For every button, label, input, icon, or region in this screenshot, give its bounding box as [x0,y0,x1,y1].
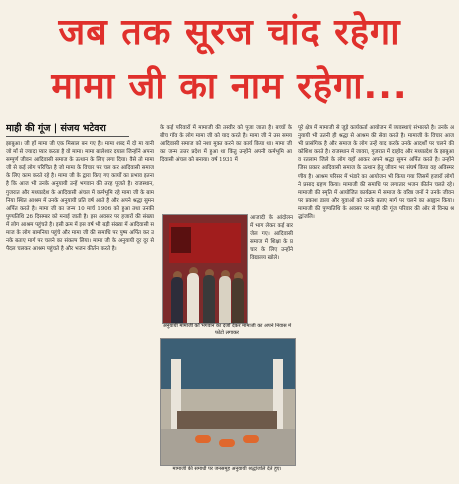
flower-offering [219,439,235,447]
article-column-left: झाबुआ। जी हाँ मामा जी एक मिसाल बन गए है। मामा शब्द में दो मा यानी जो माँ से ज्यादा प्यार करता है वो मामा। मामा बालेश्वर दयाल जिन्होंने अपना सम्पूर्ण जीवन आदिवासी समाज के उत्थान के लिए लगा दिया। वैसे तो मामा जी से कई लोग परिचित है जो मामा के विचार पर चल कर आदिवासी समाज के लिए काम करते रहे है। मामा जी के द्वारा किए गए कार्यों का प्रभाव इतना है कि आज भी उनके अनुयायी उन्हें भगवान की तरह पूजते है। राजस्थान, गुजरात और मध्यप्रदेश के आदिवासी अंचल में कर्मभूमि रहे मामा जी के बामनिया स्थित आश्रम में उनके अनुयायी प्रति वर्ष आते है और अपने श्रद्धा सुमन अर्पित करते है। मामा जी का जन्म 10 मार्च 1906 को हुआ तथा उनकी पुण्यतिथि 26 दिसम्बर को मनाई जाती है। इस अवसर पर हजारों की संख्या में लोग आश्रम पहुंचते है। इसी क्रम में इस वर्ष भी बड़ी संख्या में आदिवासी समाज के लोग बामनिया पहुंचे और मामा जी की समाधि पर पुष्प अर्पित कर उनके बताए मार्ग पर चलने का संकल्प लिया। मामा जी के अनुयायी दूर दूर से पैदल चलकर आश्रम पहुंचते है और भजन कीर्तन करते है। [6,141,154,253]
flower-offering [243,435,259,443]
person [203,275,215,323]
article-column-middle-right: आजादी के आंदोलन में भाग लेकर कई बार जेल गए। आदिवासी समाज में शिक्षा के प्रचार के लिए उन्होंने विद्यालय खोले। [250,215,293,262]
person [232,278,244,323]
photo-followers-group [162,214,248,324]
person [187,273,199,323]
flower-offering [195,435,211,443]
photo-caption-followers: अनुयायी मामाजी को भगवान का दर्जा देकर मामाजी का अपने निवास में फोटो लगाकर [162,323,292,336]
photo-frame [171,227,191,253]
photo-samadhi-crowd [160,338,296,466]
headline-line-1: जब तक सूरज चांद रहेगा [58,12,401,53]
headline-line-2: मामा जी का नाम रहेगा... [51,66,408,107]
article-column-right: पूरे क्षेत्र में मामाजी से जुड़े कार्यकर्ता आयोजन में व्यवस्थाएं संभालते है। उनके अनुयायी भी उतनी ही श्रद्धा से आश्रम की सेवा करते है। मामाजी के विचार आज भी प्रासंगिक है और समाज के लोग उन्हें याद करके उनके आदर्शों पर चलने की कोशिश करते है। राजस्थान में जावरा, गुजरात में दाहोद और मध्यप्रदेश के झाबुआ व रतलाम जिले के लोग यहाँ आकर अपने श्रद्धा सुमन अर्पित करते है। उन्होंने जिस प्रकार आदिवासी समाज के उत्थान हेतु जीवन भर संघर्ष किया वह अविस्मरणीय है। आश्रम परिसर में भंडारे का आयोजन भी किया गया जिसमें हजारों लोगों ने प्रसाद ग्रहण किया। मामाजी की समाधि पर लगातार भजन कीर्तन चलते रहे। मामाजी की स्मृति में आयोजित कार्यक्रम में समाज के वरिष्ठ जनों ने उनके जीवन पर प्रकाश डाला और युवाओं को उनके बताए मार्ग पर चलने का आह्वान किया। मामाजी की पुण्यतिथि के अवसर पर माही की गूंज परिवार की ओर से विनम्र श्रद्धांजलि। [298,125,454,221]
article-column-middle: के कई परिवारों में मामाजी की तस्वीर को पूजा जाता है। बच्चों के बीच गाँव के लोग मामा जी को याद करते है। मामा जी ने उस समय आदिवासी समाज को नशा मुक्त करने का कार्य किया था। मामा जी का जन्म उत्तर प्रदेश में हुआ था किंतु उन्होंने अपनी कर्मभूमि आदिवासी अंचल को बनाया। वर्ष 1931 में [160,125,292,164]
photo-caption-samadhi: मामाजी की समाधी पर जनसमूह अनुयायी श्रद्धांजलि देते हुए। [172,466,282,472]
photo-floor [161,429,295,465]
person [171,277,183,323]
person [219,276,231,323]
headline [0,0,459,118]
byline: माही की गूंज | संजय भटेवरा [6,122,129,137]
